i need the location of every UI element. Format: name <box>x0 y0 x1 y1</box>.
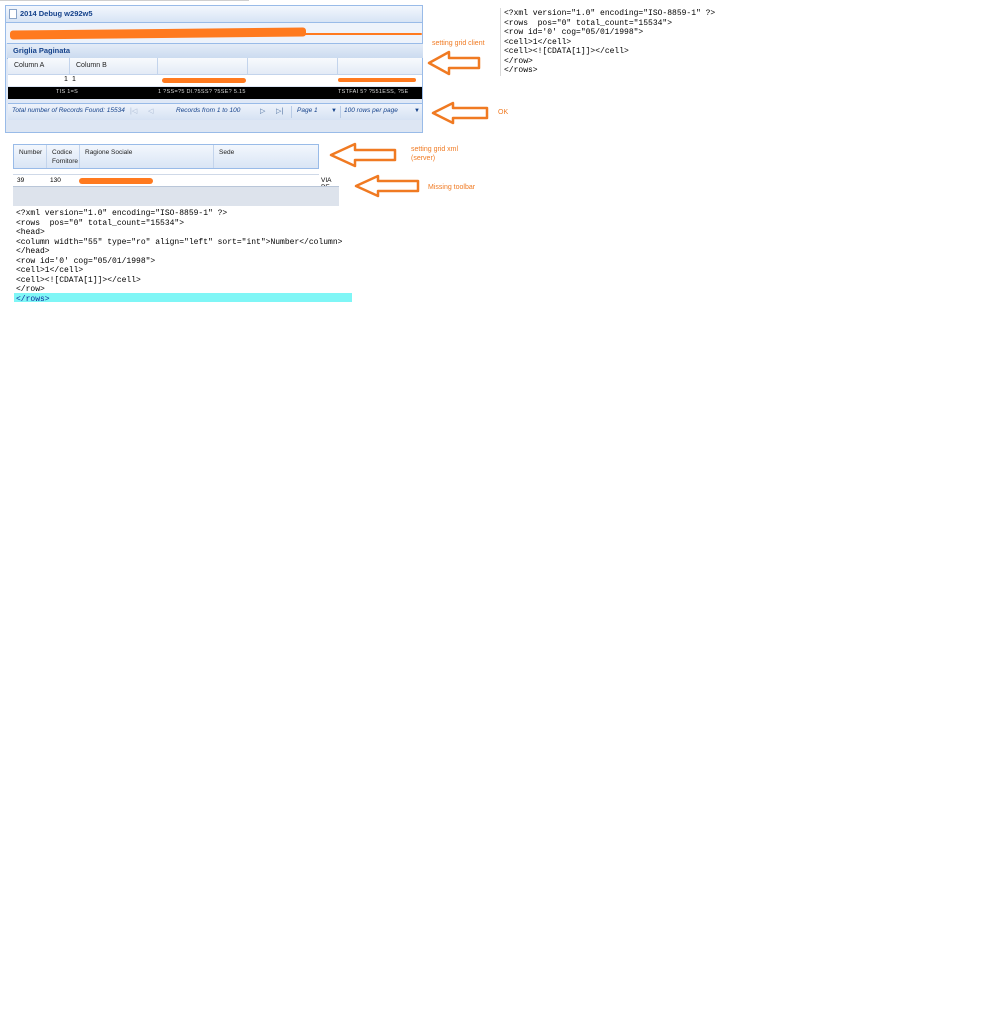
toolbar-separator <box>291 106 292 118</box>
cell-codice: 130 <box>50 177 61 184</box>
debug-window <box>5 5 423 133</box>
annotation-ok: OK <box>498 109 509 116</box>
window-footer <box>6 120 422 132</box>
arrow-left-icon <box>427 50 481 76</box>
chevron-down-icon[interactable]: ▼ <box>331 108 337 114</box>
window-titlebar <box>6 6 422 23</box>
pager-toolbar <box>8 103 422 121</box>
server-xml-last-line: </rows> <box>16 294 50 304</box>
window-title: 2014 Debug w292w5 <box>20 9 93 18</box>
column-header-blank <box>158 58 248 74</box>
panel-header <box>7 43 423 59</box>
document-icon <box>9 9 17 19</box>
last-page-icon[interactable]: ▷| <box>276 108 284 115</box>
annotation-setting-grid-server: setting grid xml (server) <box>411 146 459 162</box>
total-records-label: Total number of Records Found: 15534 <box>12 107 125 114</box>
grid-header <box>8 58 422 75</box>
grid-footer-empty <box>13 186 339 206</box>
cell-number: 39 <box>17 177 25 184</box>
redaction-scribble <box>302 33 422 35</box>
page-select[interactable]: Page 1 <box>297 107 318 114</box>
arrow-left-icon <box>431 101 489 125</box>
annotation-missing-toolbar: Missing toolbar <box>428 184 476 191</box>
column-header-a[interactable]: Column A <box>8 58 70 74</box>
table-row[interactable] <box>13 175 339 186</box>
redaction-scribble <box>79 178 153 184</box>
table-row-selected[interactable] <box>8 87 422 99</box>
panel-title: Griglia Paginata <box>13 46 71 55</box>
redaction-scribble <box>162 78 246 83</box>
redaction-scribble <box>338 78 416 82</box>
cell-b: 1 <box>72 76 76 83</box>
annotation-setting-grid-client: setting grid client <box>432 40 485 47</box>
records-range-label: Records from 1 to 100 <box>176 107 241 114</box>
column-header-blank <box>248 58 338 74</box>
column-header-b[interactable]: Column B <box>70 58 158 74</box>
client-xml-code: <?xml version="1.0" encoding="ISO-8859-1" ?> <rows pos="0" total_count="15534"> <row id='0' cog="05/01/1998"> <cell>1</cell> <cell><![CDATA[1]]></cell> </row> </rows> <box>504 9 716 75</box>
row-cell: 1 ?SS=?5 Dl.?5SS? ?5SE? 5.15 <box>158 89 246 95</box>
next-page-icon[interactable]: ▷ <box>260 108 266 115</box>
prev-page-icon[interactable]: ◁ <box>148 108 154 115</box>
redaction-scribble <box>10 27 306 39</box>
column-header-number[interactable]: Number <box>14 145 47 168</box>
server-xml-body: <?xml version="1.0" encoding="ISO-8859-1" ?> <rows pos="0" total_count="15534"> <head> <column width="55" type="ro" align="left" sort="int">Number</column> </head> <row id='0' cog="05/01/1998"> <cell>1</cell> <cell><![CDATA[1]]></cell> </row> <box>16 209 343 294</box>
cell-sede: VIA <box>321 177 332 184</box>
row-cell: TIS 1=S <box>56 89 79 95</box>
table-row[interactable] <box>8 75 422 86</box>
toolbar-separator <box>340 106 341 118</box>
column-header-sede[interactable]: Sede <box>219 149 235 156</box>
chevron-down-icon[interactable]: ▼ <box>414 108 420 114</box>
column-header-codice-fornitore[interactable]: Codice Fornitore <box>47 145 80 168</box>
server-xml-code <box>16 209 342 304</box>
column-header-ragione-sociale[interactable]: Ragione Sociale <box>80 145 214 168</box>
first-page-icon[interactable]: |◁ <box>130 108 138 115</box>
redacted-band <box>6 23 422 43</box>
arrow-left-icon <box>354 174 420 198</box>
server-grid-header <box>13 144 319 169</box>
code-divider <box>500 8 501 76</box>
top-divider <box>0 0 249 1</box>
cell-a: 1 <box>64 76 68 83</box>
column-header-blank <box>338 58 422 74</box>
arrow-left-icon <box>329 142 397 168</box>
rows-per-page-select[interactable]: 100 rows per page <box>344 107 398 114</box>
row-cell: TSTFAI 5? ?551ESS, ?5E <box>338 89 409 95</box>
